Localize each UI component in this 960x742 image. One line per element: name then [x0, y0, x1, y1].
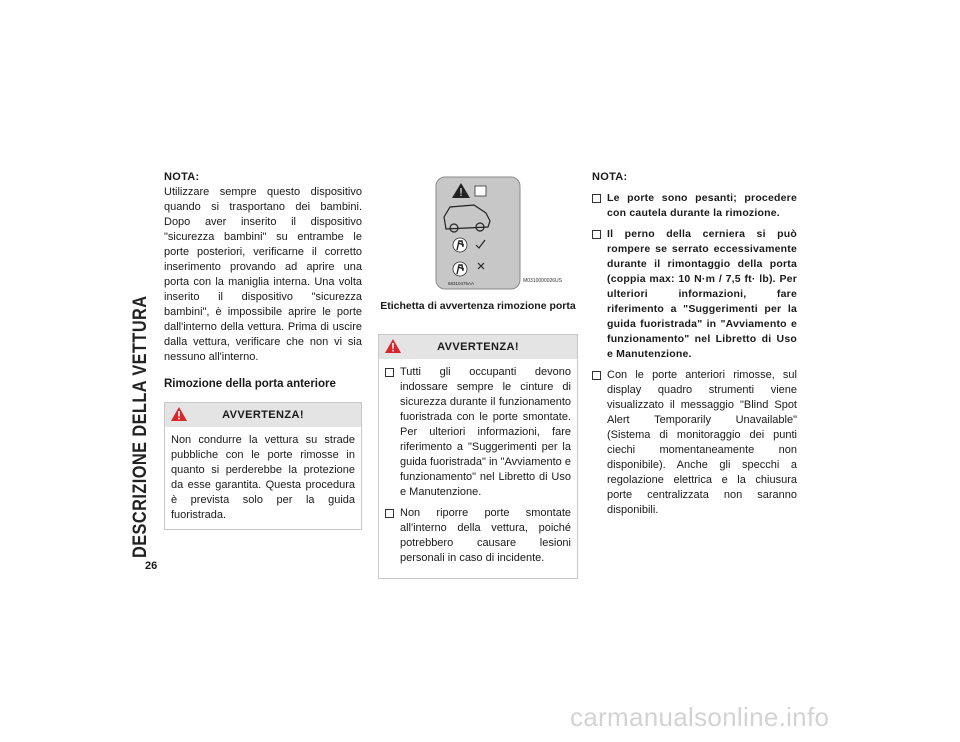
warning-header-2 — [379, 335, 577, 359]
watermark: carmanualsonline.info — [570, 702, 830, 732]
bullet-item — [592, 368, 797, 518]
bullet-item — [592, 191, 797, 221]
warning-header — [165, 403, 361, 427]
square-bullet-icon — [385, 368, 394, 377]
square-bullet-icon — [385, 509, 394, 518]
warning-title-2: AVVERTENZA! — [437, 341, 519, 353]
bullet-item — [385, 506, 571, 566]
side-section-title — [128, 162, 164, 562]
nota-paragraph: Utilizzare sempre questo dispositivo quando si trasportano dei bambini. Dopo aver inserito il dispositivo "sicurezza bambini" su entrambe le porte posteriori, verificarne il corretto inserimento provando ad aprire una porta con la maniglia interna. Una volta inserito il dispositivo "sicurezza bambini", è impossibile aprire le porte dall'interno della vettura. Prima di uscire dalla vettura, verificare che non vi sia nessuno all'interno. — [164, 186, 362, 363]
door-warning-label-figure — [434, 175, 562, 291]
bullet-text: Con le porte anteriori rimosse, sul display quadro strumenti viene visualizzato il messaggio "Blind Spot Alert Temporarily Unavailable" (Sistema di monitoraggio dei punti ciechi momentaneamente non disponibile). Anche gli specchi a regolazione elettrica e la chiusura porte centralizzata non saranno disponibili. — [607, 369, 797, 516]
section-title-text: DESCRIZIONE DELLA VETTURA — [130, 295, 151, 558]
square-bullet-icon — [592, 371, 601, 380]
bullet-item — [592, 227, 797, 362]
warning-triangle-icon — [385, 339, 401, 353]
bullet-text: Tutti gli occupanti devono indossare sempre le cinture di sicurezza durante il funzionamento fuoristrada con le porte smontate. Per ulteriori informazioni, fare riferimento a "Suggerimenti per la guida fuoristrada" in "Avviamento e funzionamento" nel Libretto di Uso e Manutenzione. — [400, 366, 571, 498]
warning-triangle-icon — [171, 407, 187, 421]
square-bullet-icon — [592, 230, 601, 239]
column-2 — [378, 170, 578, 579]
warning-box-2 — [378, 334, 578, 579]
square-bullet-icon — [592, 194, 601, 203]
column-1 — [164, 170, 362, 530]
bullet-text: Il perno della cerniera si può rompere se serrato eccessivamente durante il rimontaggio della porta (coppia max: 10 N·m / 7,5 ft· lb). Per ulteriori informazioni, fare riferimento a "Suggerimenti per la guida fuoristrada" in "Avviamento e funzionamento" nel Libretto di Uso e Manutenzione. — [607, 228, 797, 360]
section-heading: Rimozione della porta anteriore — [164, 378, 336, 390]
bullet-text: Non riporre porte smontate all'interno della vettura, poiché potrebbero causare lesioni personali in caso di incidente. — [400, 507, 571, 564]
page-number: 26 — [145, 560, 158, 572]
nota-label-2: NOTA: — [592, 171, 628, 183]
svg-text:68310475AA: 68310475AA — [448, 281, 475, 286]
nota-label: NOTA: — [164, 171, 200, 183]
figure-reference: M0310000026US — [523, 278, 562, 284]
warning-body-2 — [379, 359, 577, 578]
warning-box — [164, 402, 362, 530]
warning-text: Non condurre la vettura su strade pubbliche con le porte rimosse in quanto si perderebbe la protezione da esse garantita. Questa procedura è prevista solo per la guida fuoristrada. — [171, 434, 355, 521]
figure-caption: Etichetta di avvertenza rimozione porta — [380, 300, 576, 312]
column-3 — [592, 170, 797, 524]
warning-title: AVVERTENZA! — [222, 409, 304, 421]
bullet-text: Le porte sono pesanti; procedere con cautela durante la rimozione. — [607, 192, 797, 219]
door-label-illustration — [434, 175, 522, 291]
bullet-item — [385, 365, 571, 500]
